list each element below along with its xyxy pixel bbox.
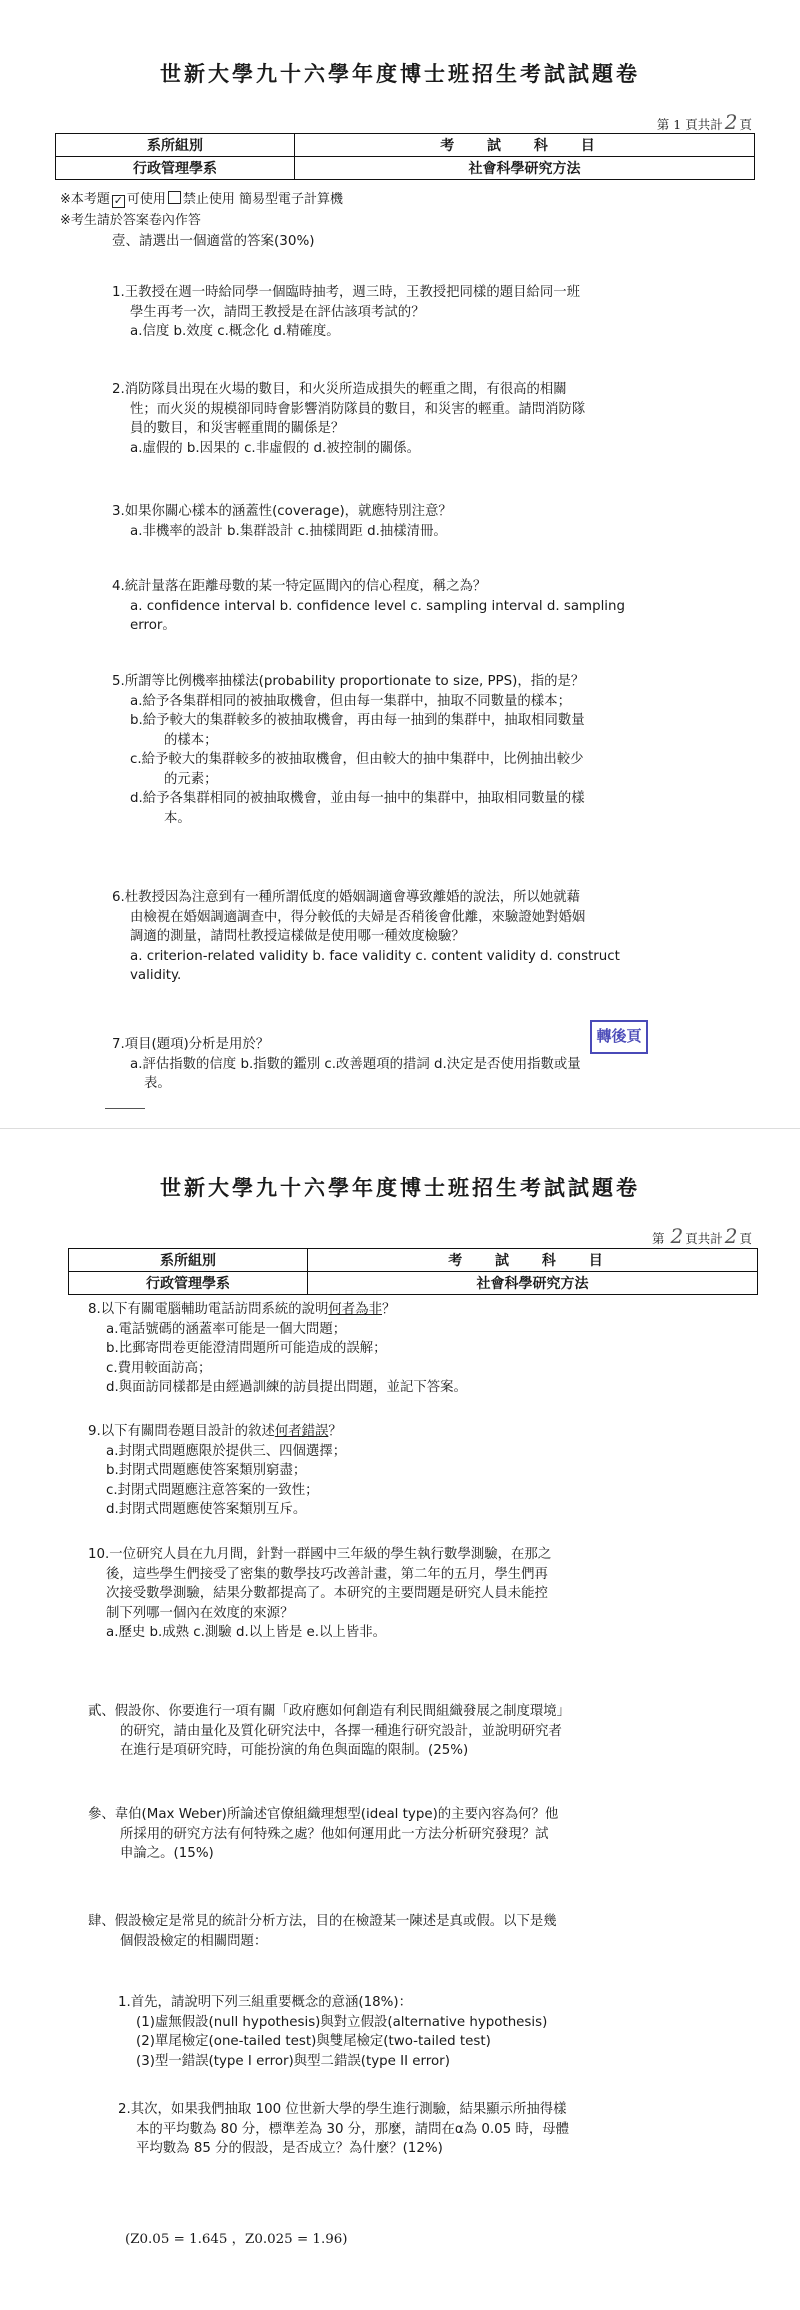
page-divider (0, 1128, 800, 1129)
page-number: 第 2 頁共計 2 頁 (652, 1224, 752, 1248)
question-4: 4.統計量落在距離母數的某一特定區間內的信心程度，稱之為？ a. confidence interval b. confidence level c. sampling interval d. sampling error。 (112, 579, 626, 633)
subject-heading: 考 試 科 目 (308, 1249, 758, 1272)
continued-stamp: 轉後頁 (590, 1020, 648, 1054)
section-4-part-1: 1.首先，請說明下列三組重要概念的意涵(18%)： (1)虛無假設(null hypothesis)與對立假設(alternative hypothesis) (2)單尾檢定(one-tailed test)與雙尾檢定(two-tailed test) (3)型一錯誤(type I error)與型二錯誤(type II error) (118, 1995, 548, 2069)
exam-page-1 (0, 0, 800, 1140)
critical-values-formula: (Z0.05 = 1.645 ，Z0.025 = 1.96) (125, 2232, 348, 2247)
question-9: 9.以下有關問卷題目設計的敘述何者錯誤？ a.封閉式問題應限於提供三、四個選擇； b.封閉式問題應使答案類別窮盡； c.封閉式問題應注意答案的一致性； d.封閉式問題應使答案類別互斥。 (88, 1424, 347, 1517)
subject-value: 社會科學研究方法 (295, 157, 755, 180)
section-1-heading: 壹、請選出一個適當的答案(30%) (112, 233, 315, 249)
check-icon: ✓ (113, 194, 124, 207)
section-3-question: 參、韋伯(Max Weber)所論述官僚組織理想型(ideal type)的主要內容為何？他 所採用的研究方法有何特殊之處？他如何運用此一方法分析研究發現？試 申論之。(15%) (88, 1807, 559, 1861)
department-heading: 系所組別 (69, 1249, 308, 1272)
question-2: 2.消防隊員出現在火場的數目，和火災所造成損失的輕重之間，有很高的相關 性；而火災的規模卻同時會影響消防隊員的數目，和災害的輕重。請問消防隊 員的數目，和災害輕重間的關係是？ a.虛假的 b.因果的 c.非虛假的 d.被控制的關係。 (112, 382, 586, 456)
exam-header-table (68, 1248, 758, 1295)
section-2-question: 貳、假設你、你要進行一項有關「政府應如何創造有利民間組織發展之制度環境」 的研究，請由量化及質化研究法中，各擇一種進行研究設計，並說明研究者 在進行是項研究時，可能扮演的角色與面臨的限制。(25%) (88, 1704, 571, 1758)
calculator-note: ※本考題 ✓ 可使用 禁止使用 簡易型電子計算機 (60, 192, 344, 207)
answer-instruction: ※考生請於答案卷內作答 (60, 213, 201, 228)
page-title: 世新大學九十六學年度博士班招生考試試題卷 (160, 1175, 640, 1200)
exam-page-2 (0, 1140, 800, 2310)
page-title: 世新大學九十六學年度博士班招生考試試題卷 (160, 61, 640, 86)
section-4-part-2: 2.其次，如果我們抽取 100 位世新大學的學生進行測驗，結果顯示所抽得樣 本的平均數為 80 分，標準差為 30 分，那麼，請問在α為 0.05 時，母體 平均數為 85 分的假設，是否成立？為什麼？(12%) (118, 2102, 570, 2156)
question-5: 5.所謂等比例機率抽樣法(probability proportionate to size, PPS)，指的是？ a.給予各集群相同的被抽取機會，但由每一集群中，抽取不同數量的樣本； b.給予較大的集群較多的被抽取機會，再由每一抽到的集群中，抽取相同數量 的樣本； c.給予較大的集群較多的被抽取機會，但由較大的抽中集群中，比例抽出較少 的元素； d.給予各集群相同的被抽取機會，並由每一抽中的集群中，抽取相同數量的樣 本。 (112, 674, 585, 826)
question-1: 1.王教授在週一時給同學一個臨時抽考，週三時，王教授把同樣的題目給同一班 學生再考一次，請問王教授是在評估該項考試的？ a.信度 b.效度 c.概念化 d.精確度。 (112, 285, 581, 339)
department-heading: 系所組別 (56, 134, 295, 157)
empty-checkbox-icon (168, 191, 181, 204)
section-4-question: 肆、假設檢定是常見的統計分析方法，目的在檢證某一陳述是真或假。以下是幾 個假設檢定的相關問題： (88, 1914, 557, 1949)
question-10: 10.一位研究人員在九月間，針對一群國中三年級的學生執行數學測驗，在那之 後，這些學生們接受了密集的數學技巧改善計畫，第二年的五月，學生們再 次接受數學測驗，結果分數都提高了。本研究的主要問題是研究人員未能控 制下列哪一個內在效度的來源？ a.歷史 b.成熟 c.測驗 d.以上皆是 e.以上皆非。 (88, 1547, 552, 1640)
department-value: 行政管理學系 (69, 1272, 308, 1295)
question-7: 7.項目(題項)分析是用於？ a.評估指數的信度 b.指數的鑑別 c.改善題項的措詞 d.決定是否使用指數或量 表。 (112, 1037, 581, 1091)
question-8: 8.以下有關電腦輔助電話訪問系統的說明何者為非？ a.電話號碼的涵蓋率可能是一個大問題； b.比郵寄問卷更能澄清問題所可能造成的誤解； c.費用較面訪高； d.與面訪同樣都是由經過訓練的訪員提出問題，並記下答案。 (88, 1302, 467, 1395)
pen-mark (105, 1108, 145, 1109)
question-3: 3.如果你關心樣本的涵蓋性(coverage)，就應特別注意？ a.非機率的設計 b.集群設計 c.抽樣間距 d.抽樣清冊。 (112, 504, 452, 539)
department-value: 行政管理學系 (56, 157, 295, 180)
question-6: 6.杜教授因為注意到有一種所謂低度的婚姻調適會導致離婚的說法，所以她就藉 由檢視在婚姻調適調查中，得分較低的夫婦是否稍後會仳離，來驗證她對婚姻 調適的測量，請問杜教授這樣做是使用哪一種效度檢驗？ a. criterion-related validity b. face validity c. content validity d. construct validity. (112, 890, 620, 983)
subject-value: 社會科學研究方法 (308, 1272, 758, 1295)
exam-header-table (55, 133, 755, 180)
subject-heading: 考 試 科 目 (295, 134, 755, 157)
page-number: 第 1 頁共計 2 頁 (656, 110, 752, 134)
